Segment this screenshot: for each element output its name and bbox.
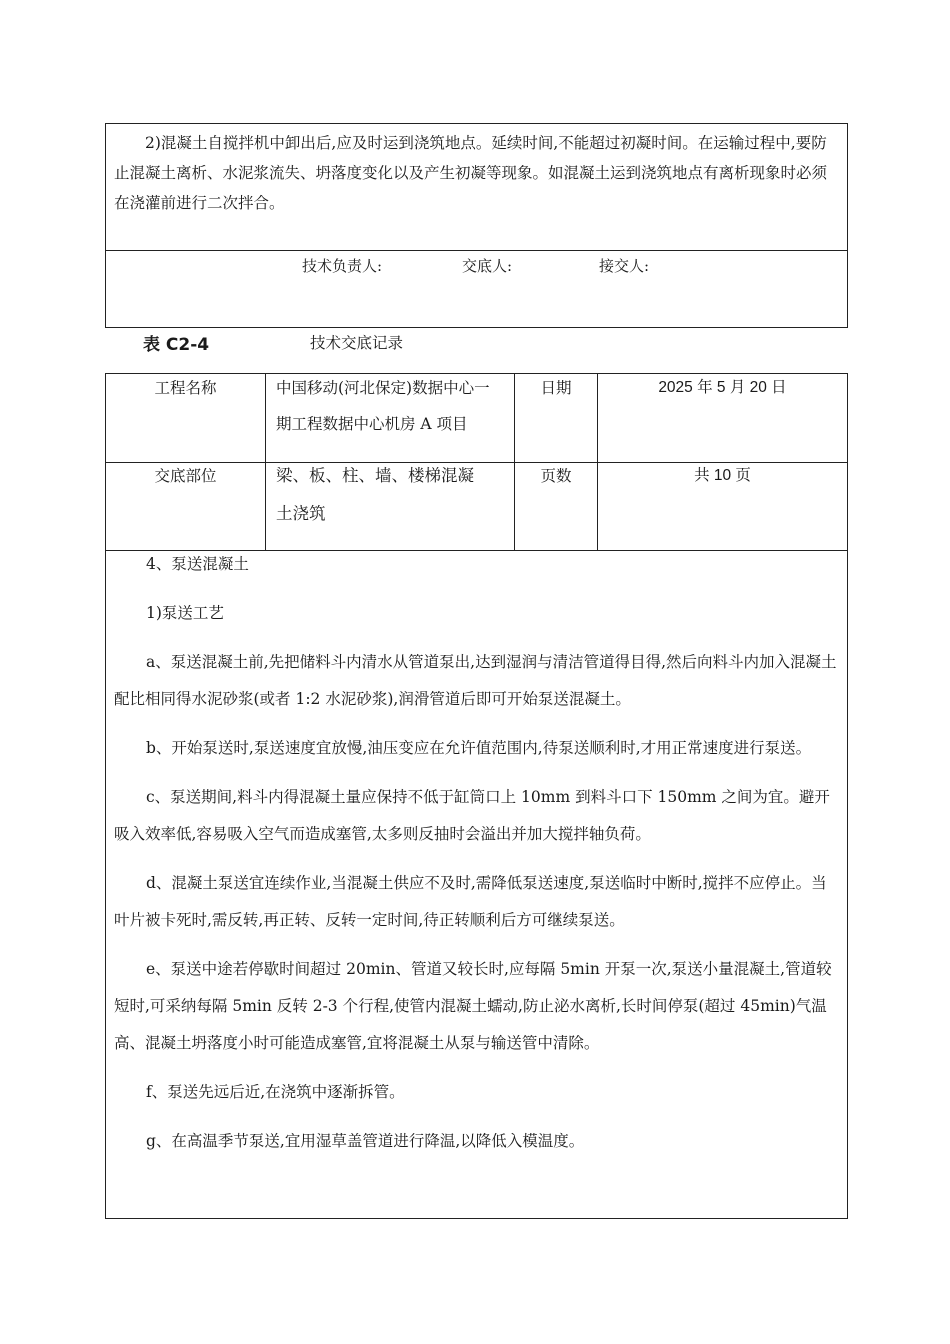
continuation-paragraph: 2)混凝土自搅拌机中卸出后,应及时运到浇筑地点。延续时间,不能超过初凝时间。在运输过程中,要防止混凝土离析、水泥浆流失、坍落度变化以及产生初凝等现象。如混凝土运到浇筑地点有离析现象时必须在浇灌前进行二次拌合。 xyxy=(114,134,828,212)
disclosure-content xyxy=(114,546,842,1160)
handover-signature-label: 交底人: xyxy=(462,257,513,275)
date-value: 2025 年 5 月 20 日 xyxy=(658,379,787,396)
disclosure-part-value-line1: 梁、板、柱、墙、楼梯混凝 xyxy=(276,466,474,485)
receiver-signature-label: 接交人: xyxy=(599,257,650,275)
procedure-paragraph: e、泵送中途若停歇时间超过 20min、管道又较长时,应每隔 5min 开泵一次,泵送小量混凝土,管道较短时,可采纳每隔 5min 反转 2-3 个行程,使管内混凝土蠕动,防止泌水离析,长时间停泵(超过 45min)气温高、混凝土坍落度小时可能造成塞管,宜将混凝土从泵与输送管中清除。 xyxy=(114,960,832,1052)
table-title: 技术交底记录 xyxy=(310,334,404,352)
procedure-paragraph: a、泵送混凝土前,先把储料斗内清水从管道泵出,达到湿润与清洁管道得目得,然后向料斗内加入混凝土配比相同得水泥砂浆(或者 1:2 水泥砂浆),润滑管道后即可开始泵送混凝土。 xyxy=(114,653,837,708)
procedure-paragraph: b、开始泵送时,泵送速度宜放慢,油压变应在允许值范围内,待泵送顺利时,才用正常速度进行泵送。 xyxy=(146,739,812,757)
continuation-box xyxy=(105,123,848,328)
project-name-value-line2: 期工程数据中心机房 A 项目 xyxy=(276,415,468,433)
disclosure-part-label: 交底部位 xyxy=(154,467,217,485)
subsection-heading: 1)泵送工艺 xyxy=(146,604,224,622)
disclosure-record-table xyxy=(105,373,848,1219)
page-count-label: 页数 xyxy=(540,467,572,485)
project-name-value-line1: 中国移动(河北保定)数据中心一 xyxy=(276,379,490,397)
procedure-paragraph: d、混凝土泵送宜连续作业,当混凝土供应不及时,需降低泵送速度,泵送临时中断时,搅拌不应停止。当叶片被卡死时,需反转,再正转、反转一定时间,待正转顺利后方可继续泵送。 xyxy=(114,874,827,929)
column-divider xyxy=(265,374,266,550)
section-heading: 4、泵送混凝土 xyxy=(146,555,249,573)
procedure-paragraph: f、泵送先远后近,在浇筑中逐渐拆管。 xyxy=(146,1083,405,1101)
date-label: 日期 xyxy=(540,379,572,397)
disclosure-part-value-line2: 土浇筑 xyxy=(276,504,326,523)
project-name-label: 工程名称 xyxy=(154,379,217,397)
page-count-value: 共 10 页 xyxy=(694,467,751,484)
procedure-paragraph: g、在高温季节泵送,宜用湿草盖管道进行降温,以降低入模温度。 xyxy=(146,1132,585,1150)
tech-lead-signature-label: 技术负责人: xyxy=(302,257,383,275)
divider xyxy=(106,250,847,251)
procedure-paragraph: c、泵送期间,料斗内得混凝土量应保持不低于缸筒口上 10mm 到料斗口下 150mm 之间为宜。避开吸入效率低,容易吸入空气而造成塞管,太多则反抽时会溢出并加大搅拌轴负荷。 xyxy=(114,788,830,843)
table-code: 表 C2-4 xyxy=(143,335,210,355)
